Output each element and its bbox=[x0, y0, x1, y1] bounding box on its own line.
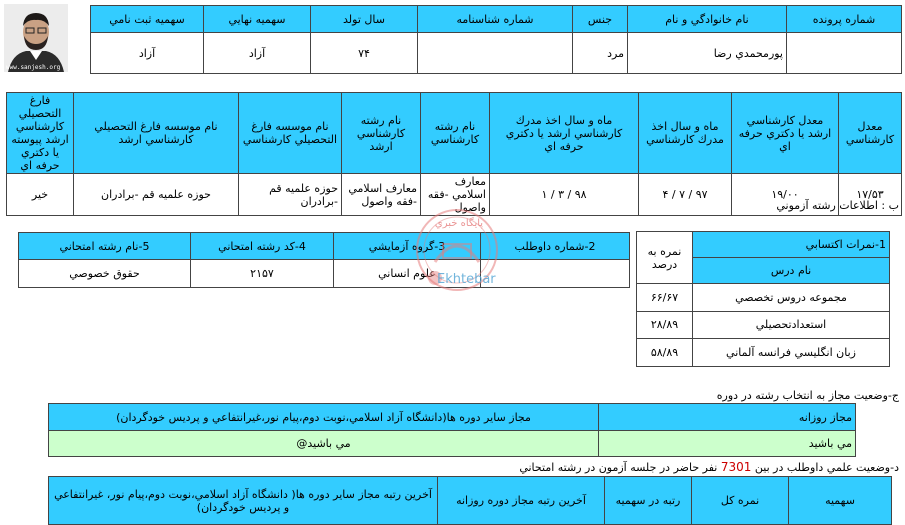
daytime-permission-value: مي باشيد bbox=[599, 431, 856, 457]
course-name: مجموعه دروس تخصصي bbox=[693, 284, 890, 312]
permission-values-row bbox=[49, 431, 856, 457]
col-quota-rank: رتبه در سهميه bbox=[605, 477, 692, 525]
grade-row bbox=[637, 284, 890, 312]
col-final-quota: سهميه نهايي bbox=[204, 6, 311, 33]
full-name-value: پورمحمدي رضا bbox=[628, 33, 787, 74]
field-table bbox=[18, 232, 630, 288]
candidate-values-row bbox=[91, 33, 902, 74]
col-file-number: شماره پرونده bbox=[787, 6, 902, 33]
final-quota-value: آزاد bbox=[204, 33, 311, 74]
watermark-brand: Ekhtebar bbox=[437, 272, 496, 287]
col-id-number: شماره شناسنامه bbox=[418, 6, 573, 33]
photo-caption: www.sanjesh.org bbox=[6, 64, 61, 71]
col-gender: جنس bbox=[573, 6, 628, 33]
course-header: نام درس bbox=[693, 258, 890, 284]
course-score: ۵۸/۸۹ bbox=[637, 339, 693, 367]
col-daytime-permission: مجاز روزانه bbox=[599, 404, 856, 431]
col-full-name: نام خانوادگي و نام bbox=[628, 6, 787, 33]
rank-header-row bbox=[49, 477, 892, 525]
col-bachelor-date: ماه و سال اخذ مدرك كارشناسي bbox=[639, 93, 732, 174]
grades-title: 1-نمرات اكتسابي bbox=[693, 232, 890, 258]
course-name: زبان انگليسي فرانسه آلماني bbox=[693, 339, 890, 367]
col-bachelor-major: نام رشته كارشناسي bbox=[421, 93, 490, 174]
candidate-photo bbox=[4, 4, 68, 72]
permission-header-row bbox=[49, 404, 856, 431]
section-d-title bbox=[519, 460, 899, 474]
field-header-row bbox=[19, 233, 630, 260]
col-exam-group: 3-گروه آزمايشي bbox=[334, 233, 481, 260]
id-number-value bbox=[418, 33, 573, 74]
master-major-value: معارف اسلامي -فقه واصول bbox=[342, 174, 421, 216]
grade-row bbox=[637, 339, 890, 367]
col-bachelor-institute: نام موسسه فارغ التحصيلي كارشناسي bbox=[239, 93, 342, 174]
participant-count: 7301 bbox=[720, 460, 752, 474]
gender-value: مرد bbox=[573, 33, 628, 74]
exam-group-value: علوم انساني bbox=[334, 260, 481, 288]
candidate-header-row bbox=[91, 6, 902, 33]
section-d-prefix: د-وضعيت علمي داوطلب در بين bbox=[754, 461, 899, 474]
bachelor-institute-value: حوزه علميه قم -برادران bbox=[239, 174, 342, 216]
master-date-value: ۹۸ / ۳ / ۱ bbox=[490, 174, 639, 216]
section-d-suffix: نفر حاضر در جلسه آزمون در رشته امتحاني bbox=[519, 461, 718, 474]
col-master-date: ماه و سال اخذ مدرك كارشناسي ارشد يا دكتري حرفه اي bbox=[490, 93, 639, 174]
col-master-major: نام رشته كارشناسي ارشد bbox=[342, 93, 421, 174]
percent-header: نمره به درصد bbox=[637, 232, 693, 284]
col-field-name: 5-نام رشته امتحاني bbox=[19, 233, 191, 260]
master-gpa-value: ۱۹/۰۰ bbox=[732, 174, 839, 216]
col-birth-year: سال تولد bbox=[311, 6, 418, 33]
col-other-permission: مجاز ساير دوره ها(دانشگاه آزاد اسلامي،نوبت دوم،پيام نور،غيرانتفاعي و پرديس خودگردان) bbox=[49, 404, 599, 431]
col-registered-quota: سهميه ثبت نامي bbox=[91, 6, 204, 33]
portrait-image bbox=[4, 4, 68, 72]
birth-year-value: ۷۴ bbox=[311, 33, 418, 74]
field-name-value: حقوق خصوصي bbox=[19, 260, 191, 288]
permission-table bbox=[48, 403, 856, 457]
col-candidate-number: 2-شماره داوطلب bbox=[481, 233, 630, 260]
col-bachelor-gpa: معدل كارشناسي bbox=[839, 93, 902, 174]
course-name: استعدادتحصيلي bbox=[693, 311, 890, 339]
section-b-title: ب : اطلاعات رشته آزموني bbox=[776, 199, 899, 212]
education-table bbox=[6, 92, 902, 216]
bachelor-gpa-value: ۱۷/۵۳ bbox=[839, 174, 902, 216]
watermark-text: پايگاه خبري bbox=[434, 218, 484, 229]
grade-row bbox=[637, 311, 890, 339]
col-last-daytime-rank: آخرين رتبه مجاز دوره روزانه bbox=[438, 477, 605, 525]
grades-table bbox=[636, 231, 890, 367]
education-values-row bbox=[7, 174, 902, 216]
section-c-title: ج-وضعيت مجاز به انتخاب رشته در دوره bbox=[716, 389, 899, 402]
grades-title-row bbox=[637, 232, 890, 258]
field-values-row bbox=[19, 260, 630, 288]
integrated-master-value: خير bbox=[7, 174, 74, 216]
bachelor-date-value: ۹۷ / ۷ / ۴ bbox=[639, 174, 732, 216]
col-master-gpa: معدل كارشناسي ارشد يا دكتري حرفه اي bbox=[732, 93, 839, 174]
master-institute-value: حوزه علميه قم -برادران bbox=[74, 174, 239, 216]
education-header-row bbox=[7, 93, 902, 174]
col-total-score: نمره كل bbox=[692, 477, 789, 525]
file-number-value bbox=[787, 33, 902, 74]
rank-table bbox=[48, 476, 892, 525]
other-permission-value: مي باشيد@ bbox=[49, 431, 599, 457]
col-rank-quota: سهميه bbox=[789, 477, 892, 525]
registered-quota-value: آزاد bbox=[91, 33, 204, 74]
col-last-other-rank: آخرين رتبه مجاز ساير دوره ها( دانشگاه آزاد اسلامي،نوبت دوم،پيام نور، غيرانتفاعي و پرديس خودگردان) bbox=[49, 477, 438, 525]
candidate-info-table bbox=[90, 5, 902, 74]
bachelor-major-value: معارف اسلامي -فقه واصول bbox=[421, 174, 490, 216]
field-code-value: ۲۱۵۷ bbox=[191, 260, 334, 288]
col-integrated-master: فارغ التحصيلي كارشناسي ارشد پيوسته يا دكتري حرفه اي bbox=[7, 93, 74, 174]
candidate-number-value bbox=[481, 260, 630, 288]
course-score: ۶۶/۶۷ bbox=[637, 284, 693, 312]
col-master-institute: نام موسسه فارغ التحصيلي كارشناسي ارشد bbox=[74, 93, 239, 174]
col-field-code: 4-كد رشته امتحاني bbox=[191, 233, 334, 260]
course-score: ۲۸/۸۹ bbox=[637, 311, 693, 339]
